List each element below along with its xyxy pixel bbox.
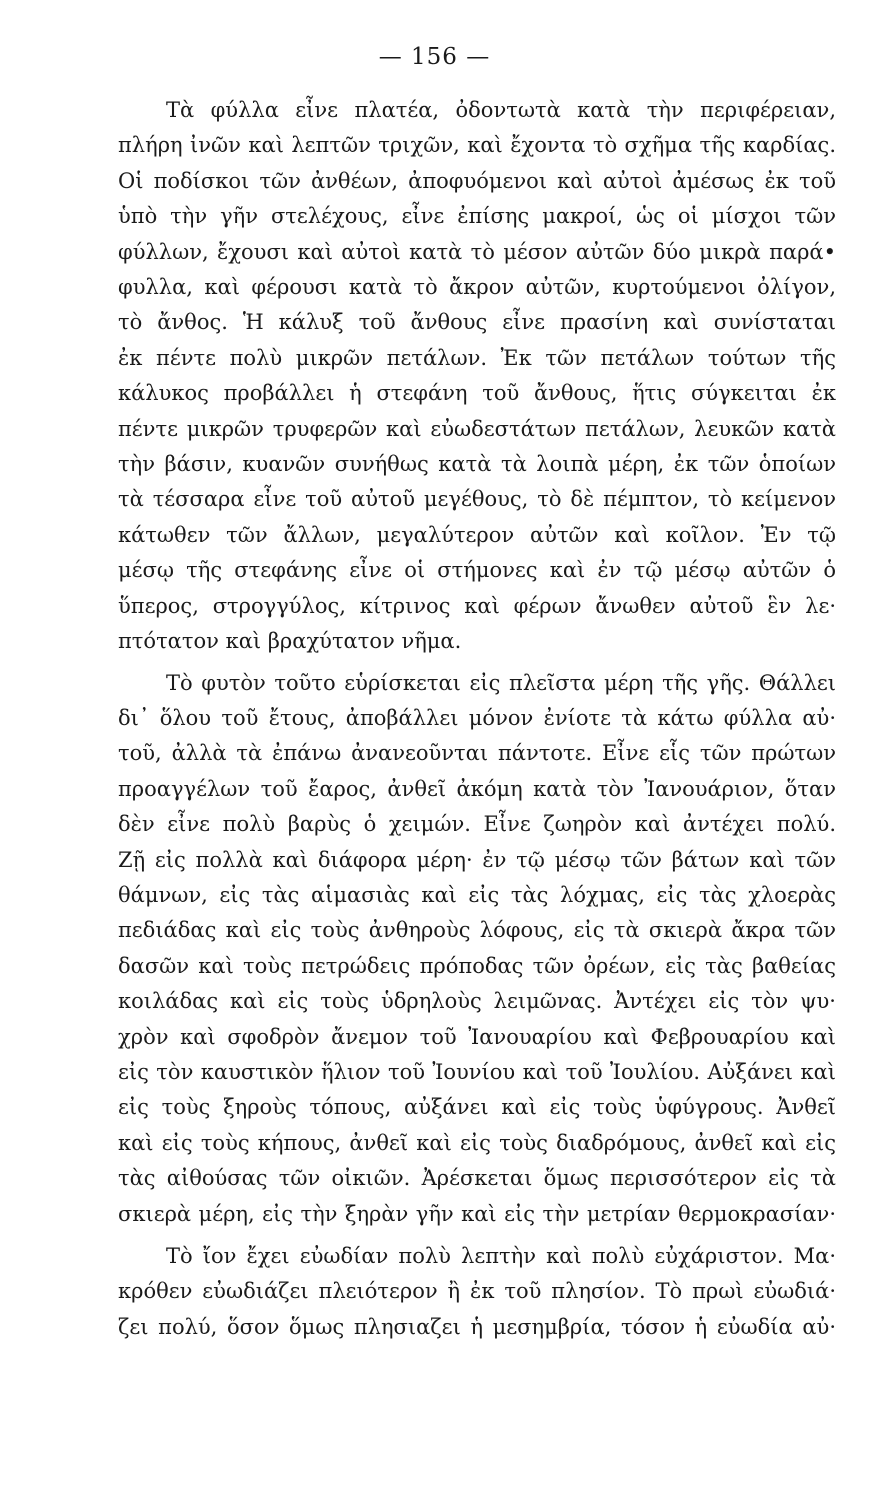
text-line: τὸ ἄνθος. Ἡ κάλυξ τοῦ ἄνθους εἶνε πρασίνη καὶ συνίσταται <box>118 310 836 335</box>
paragraph-3 <box>118 1239 836 1345</box>
text-line: ζει πολύ, ὅσον ὅμως πλησιαζει ἡ μεσημβρία, τόσον ἡ εὐωδία αὐ· <box>118 1314 836 1339</box>
paragraph-2 <box>118 666 836 1233</box>
text-line: πτότατον καὶ βραχύτατον νῆμα. <box>118 629 462 654</box>
text-line: σκιερὰ μέρη, εἰς τὴν ξηρὰν γῆν καὶ εἰς τὴν μετρίαν θερμοκρασίαν· <box>118 1201 836 1226</box>
text-line: ὕπερος, στρογγύλος, κίτρινος καὶ φέρων ἄνωθεν αὐτοῦ ἓν λε· <box>118 593 836 618</box>
text-line: τὰς αἰθούσας τῶν οἰκιῶν. Ἀρέσκεται ὅμως περισσότερον εἰς τὰ <box>118 1166 836 1191</box>
text-line: πέντε μικρῶν τρυφερῶν καὶ εὐωδεστάτων πετάλων, λευκῶν κατὰ <box>118 416 836 441</box>
text-line: κάτωθεν τῶν ἄλλων, μεγαλύτερον αὐτῶν καὶ κοῖλον. Ἐν τῷ <box>118 522 836 547</box>
text-line: Τὸ ἴον ἔχει εὐωδίαν πολὺ λεπτὴν καὶ πολὺ εὐχάριστον. Μα· <box>166 1244 836 1268</box>
text-line: δασῶν καὶ τοὺς πετρώδεις πρόποδας τῶν ὀρέων, εἰς τὰς βαθείας <box>118 953 836 978</box>
body-text <box>118 93 836 1345</box>
text-line: φύλλων, ἔχουσι καὶ αὐτοὶ κατὰ τὸ μέσον αὐτῶν δύο μικρὰ παρά• <box>118 239 836 264</box>
text-line: δὲν εἶνε πολὺ βαρὺς ὁ χειμών. Εἶνε ζωηρὸν καὶ ἀντέχει πολύ. <box>118 812 836 837</box>
text-line: κοιλάδας καὶ εἰς τοὺς ὑδρηλοὺς λειμῶνας. Ἀντέχει εἰς τὸν ψυ· <box>118 989 836 1014</box>
text-line: πεδιάδας καὶ εἰς τοὺς ἀνθηροὺς λόφους, εἰς τὰ σκιερὰ ἄκρα τῶν <box>118 918 836 943</box>
text-line: προαγγέλων τοῦ ἔαρος, ἀνθεῖ ἀκόμη κατὰ τὸν Ἰανουάριον, ὅταν <box>118 776 836 801</box>
text-line: φυλλα, καὶ φέρουσι κατὰ τὸ ἄκρον αὐτῶν, κυρτούμενοι ὀλίγον, <box>118 275 836 300</box>
text-line: Τὰ φύλλα εἶνε πλατέα, ὀδοντωτὰ κατὰ τὴν περιφέρειαν, <box>166 98 836 122</box>
text-line: τὰ τέσσαρα εἶνε τοῦ αὐτοῦ μεγέθους, τὸ δὲ πέμπτον, τὸ κείμενον <box>118 487 836 512</box>
text-line: ἐκ πέντε πολὺ μικρῶν πετάλων. Ἐκ τῶν πετάλων τούτων τῆς <box>118 345 836 370</box>
page-number: — 156 — <box>378 44 491 70</box>
text-line: κάλυκος προβάλλει ἡ στεφάνη τοῦ ἄνθους, ἥτις σύγκειται ἐκ <box>118 381 836 406</box>
text-line: κρόθεν εὐωδιάζει πλειότερον ἢ ἐκ τοῦ πλησίον. Τὸ πρωὶ εὐωδιά· <box>118 1279 836 1304</box>
text-line: Τὸ φυτὸν τοῦτο εὑρίσκεται εἰς πλεῖστα μέρη τῆς γῆς. Θάλλει <box>166 670 836 695</box>
text-line: τὴν βάσιν, κυανῶν συνήθως κατὰ τὰ λοιπὰ μέρη, ἐκ τῶν ὁποίων <box>118 452 836 477</box>
text-line: Οἱ ποδίσκοι τῶν ἀνθέων, ἀποφυόμενοι καὶ αὐτοὶ ἀμέσως ἐκ τοῦ <box>118 168 836 193</box>
text-line: Ζῇ εἰς πολλὰ καὶ διάφορα μέρη· ἐν τῷ μέσῳ τῶν βάτων καὶ τῶν <box>118 847 836 872</box>
text-line: θάμνων, εἰς τὰς αἱμασιὰς καὶ εἰς τὰς λόχμας, εἰς τὰς χλοερὰς <box>118 882 836 907</box>
text-line: πλήρη ἰνῶν καὶ λεπτῶν τριχῶν, καὶ ἔχοντα τὸ σχῆμα τῆς καρδίας. <box>118 133 836 158</box>
paragraph-1 <box>118 93 836 660</box>
text-line: δι᾿ ὅλου τοῦ ἔτους, ἀποβάλλει μόνον ἐνίοτε τὰ κάτω φύλλα αὐ· <box>118 705 836 730</box>
text-line: χρὸν καὶ σφοδρὸν ἄνεμον τοῦ Ἰανουαρίου καὶ Φεβρουαρίου καὶ <box>118 1024 836 1049</box>
text-line: εἰς τὸν καυστικὸν ἥλιον τοῦ Ἰουνίου καὶ τοῦ Ἰουλίου. Αὐξάνει καὶ <box>118 1059 836 1084</box>
text-line: εἰς τοὺς ξηροὺς τόπους, αὐξάνει καὶ εἰς τοὺς ὑφύγρους. Ἀνθεῖ <box>118 1095 836 1120</box>
text-line: μέσῳ τῆς στεφάνης εἶνε οἱ στήμονες καὶ ἐν τῷ μέσῳ αὐτῶν ὁ <box>118 558 836 583</box>
text-line: ὑπὸ τὴν γῆν στελέχους, εἶνε ἐπίσης μακροί, ὡς οἱ μίσχοι τῶν <box>118 204 836 229</box>
text-line: καὶ εἰς τοὺς κήπους, ἀνθεῖ καὶ εἰς τοὺς διαδρόμους, ἀνθεῖ καὶ εἰς <box>118 1130 836 1155</box>
text-line: τοῦ, ἀλλὰ τὰ ἐπάνω ἀνανεοῦνται πάντοτε. Εἶνε εἷς τῶν πρώτων <box>118 741 836 766</box>
